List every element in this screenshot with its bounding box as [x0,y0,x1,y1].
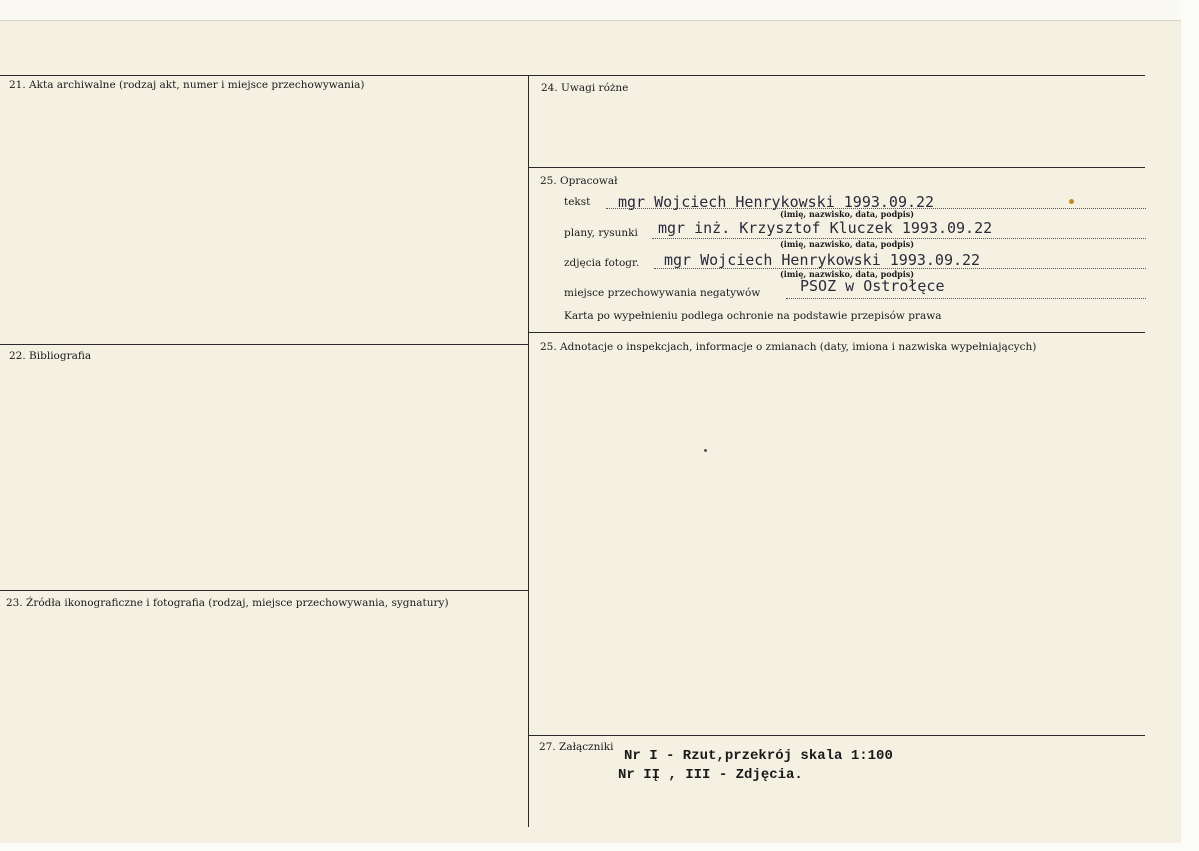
section-24-label: 24. Uwagi różne [541,82,629,94]
zdjecia-label: zdjęcia fotogr. [564,257,640,269]
section-23-label: 23. Źródła ikonograficzne i fotografia (rodzaj, miejsce przechowywania, sygnatury) [6,597,449,609]
rule-after-22 [0,590,528,591]
column-divider [528,75,529,827]
stray-dot [704,449,707,452]
card-bottom-edge [0,843,1199,851]
miejsce-value: PSOZ w Ostrołęce [800,277,945,295]
card-right-edge [1181,0,1199,851]
ink-spot [1069,199,1074,204]
zdjecia-hint: (imię, nazwisko, data, podpis) [780,269,915,279]
section-22-label: 22. Bibliografia [9,350,92,362]
rule-after-26 [529,735,1145,736]
tekst-label: tekst [564,196,591,208]
section-26-label: 25. Adnotacje o inspekcjach, informacje o zmianach (daty, imiona i nazwiska wypełniających) [540,341,1037,353]
miejsce-label: miejsce przechowywania negatywów [564,287,761,299]
top-rule [0,75,1145,76]
attachment-line-2: Nr IĮ , III - Zdjęcia. [618,767,803,783]
section-25-label: 25. Opracował [540,175,618,187]
card-top-edge [0,0,1199,21]
rule-after-24 [529,167,1145,168]
tekst-hint: (imię, nazwisko, data, podpis) [780,209,915,219]
plany-value: mgr inż. Krzysztof Kluczek 1993.09.22 [658,219,993,237]
rule-after-21 [0,344,528,345]
plany-hint: (imię, nazwisko, data, podpis) [780,239,915,249]
plany-label: plany, rysunki [564,227,638,239]
legal-note: Karta po wypełnieniu podlega ochronie na podstawie przepisów prawa [564,310,942,322]
zdjecia-value: mgr Wojciech Henrykowski 1993.09.22 [664,251,981,269]
section-21-label: 21. Akta archiwalne (rodzaj akt, numer i miejsce przechowywania) [9,79,365,91]
section-27-label: 27. Załączniki [539,741,614,753]
miejsce-line [786,298,1146,299]
attachment-line-1: Nr I - Rzut,przekrój skala 1:100 [624,748,893,764]
tekst-value: mgr Wojciech Henrykowski 1993.09.22 [618,193,935,211]
rule-after-25 [529,332,1145,333]
